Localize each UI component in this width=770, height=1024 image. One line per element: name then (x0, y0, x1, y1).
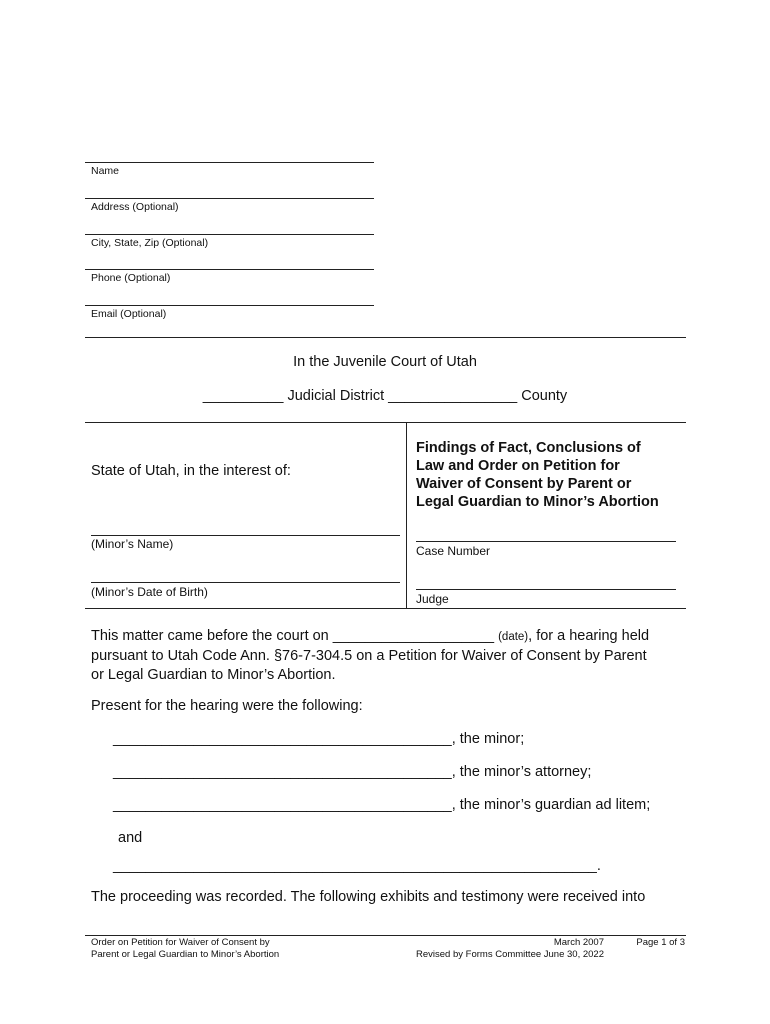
document-title-line-3: Waiver of Consent by Parent or (416, 476, 632, 492)
minor-name-label: (Minor’s Name) (91, 537, 174, 551)
name-line[interactable] (85, 162, 374, 163)
minor-dob-label: (Minor’s Date of Birth) (91, 585, 208, 599)
district-line: __________ Judicial District ________________ County (202, 388, 568, 404)
footer-divider (85, 935, 686, 936)
intro-line-1-end: , for a hearing held (528, 628, 650, 644)
email-label: Email (Optional) (91, 308, 167, 320)
other-attendee-line[interactable]: ____________________________________________________________. (113, 858, 601, 874)
intro-line-1 (91, 627, 691, 647)
attendee-attorney[interactable]: __________________________________________, the minor’s attorney; (113, 764, 592, 780)
and-text: and (118, 830, 143, 846)
caption-vertical-divider (406, 422, 407, 608)
header-divider (85, 337, 686, 338)
caption-top-divider (85, 422, 686, 423)
attendee-minor[interactable]: __________________________________________, the minor; (113, 731, 525, 747)
intro-line-1-start: This matter came before the court on ____________________ (91, 628, 499, 644)
intro-date-hint: (date) (498, 631, 529, 643)
city-line[interactable] (85, 234, 374, 235)
intro-paragraph (91, 627, 691, 685)
footer-left-line-1: Order on Petition for Waiver of Consent by (91, 937, 270, 948)
page-number: Page 1 of 3 (636, 937, 685, 948)
intro-line-3: or Legal Guardian to Minor’s Abortion. (91, 667, 336, 683)
attendee-guardian[interactable]: __________________________________________, the minor’s guardian ad litem; (113, 797, 651, 813)
address-label: Address (Optional) (91, 201, 179, 213)
name-label: Name (91, 165, 120, 177)
document-title (416, 439, 659, 511)
phone-label: Phone (Optional) (91, 272, 171, 284)
judge-line[interactable] (416, 589, 676, 590)
email-line[interactable] (85, 305, 374, 306)
footer-left (91, 937, 279, 961)
footer-date: March 2007 (553, 937, 604, 948)
case-number-line[interactable] (416, 541, 676, 542)
document-title-line-1: Findings of Fact, Conclusions of (416, 440, 641, 456)
footer-revised: Revised by Forms Committee June 30, 2022 (416, 949, 604, 960)
caption-bottom-divider (85, 608, 686, 609)
state-interest-text: State of Utah, in the interest of: (91, 463, 291, 479)
intro-line-2: pursuant to Utah Code Ann. §76-7-304.5 on a Petition for Waiver of Consent by Parent (91, 648, 647, 664)
footer-left-line-2: Parent or Legal Guardian to Minor’s Abortion (91, 949, 280, 960)
case-number-label: Case Number (416, 544, 491, 558)
minor-dob-line[interactable] (91, 582, 400, 583)
judge-label: Judge (416, 592, 449, 606)
court-title: In the Juvenile Court of Utah (293, 354, 477, 370)
present-text: Present for the hearing were the following: (91, 698, 363, 714)
phone-line[interactable] (85, 269, 374, 270)
recorded-text: The proceeding was recorded. The following exhibits and testimony were received into (91, 889, 646, 905)
footer-revision (404, 937, 604, 961)
document-title-line-4: Legal Guardian to Minor’s Abortion (416, 494, 659, 510)
document-title-line-2: Law and Order on Petition for (416, 458, 620, 474)
city-label: City, State, Zip (Optional) (91, 237, 209, 249)
minor-name-line[interactable] (91, 535, 400, 536)
address-line[interactable] (85, 198, 374, 199)
